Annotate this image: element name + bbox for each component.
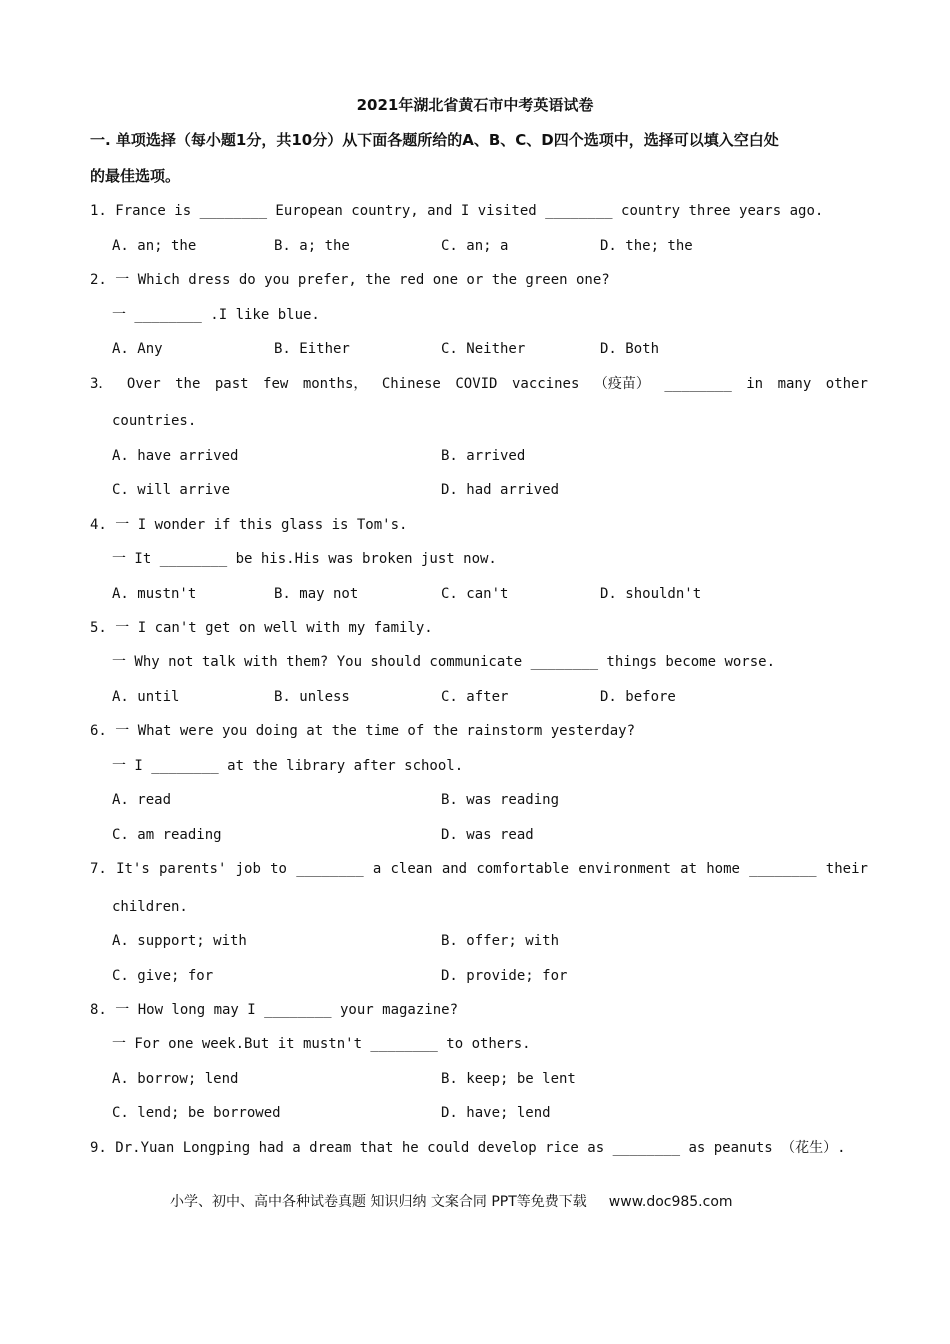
question-3 [90, 374, 868, 394]
q6-option-a: A. read [112, 792, 172, 808]
q3-word: Chinese [381, 376, 441, 392]
q3-option-b: B. arrived [441, 448, 526, 464]
q3-word: COVID [455, 376, 498, 392]
q6-option-b: B. was reading [441, 792, 560, 808]
q1-option-a: A. an; the [112, 238, 197, 254]
q7-word: a [372, 861, 382, 877]
q7-word: home [706, 861, 740, 877]
q3-option-d: D. had arrived [441, 482, 560, 498]
q7-word: to [270, 861, 287, 877]
q4-reply: 一 It ________ be his.His was broken just now. [112, 551, 497, 567]
q7-word: environment [578, 861, 671, 877]
q2-option-c: C. Neither [441, 341, 526, 357]
question-9: 9. Dr.Yuan Longping had a dream that he could develop rice as ________ as peanuts （花生）. [90, 1140, 846, 1156]
q8-option-b: B. keep; be lent [441, 1071, 576, 1087]
question-4: 4. 一 I wonder if this glass is Tom's. [90, 517, 408, 533]
q8-option-c: C. lend; be borrowed [112, 1105, 281, 1121]
q7-continuation: children. [112, 899, 188, 915]
q3-word: few [263, 376, 289, 392]
page-footer [170, 1191, 733, 1211]
q3-continuation: countries. [112, 413, 197, 429]
q1-option-b: B. a; the [274, 238, 350, 254]
q3-option-c: C. will arrive [112, 482, 231, 498]
q6-option-c: C. am reading [112, 827, 222, 843]
q3-word: 3． [90, 376, 113, 392]
q2-option-d: D. Both [600, 341, 660, 357]
q7-word: parents' [158, 861, 227, 877]
q3-option-a: A. have arrived [112, 448, 239, 464]
footer-url-link[interactable]: www.doc985.com [608, 1194, 733, 1210]
q8-option-a: A. borrow; lend [112, 1071, 239, 1087]
q7-blank: ________ [296, 861, 364, 877]
q3-blank: ________ [664, 376, 732, 392]
q8-reply: 一 For one week.But it mustn't ________ to others. [112, 1036, 531, 1052]
q7-word: their [825, 861, 868, 877]
question-2: 2. 一 Which dress do you prefer, the red one or the green one? [90, 272, 610, 288]
q3-word: past [214, 376, 249, 392]
q7-option-b: B. offer; with [441, 933, 560, 949]
q8-option-d: D. have; lend [441, 1105, 551, 1121]
q3-word: many [777, 376, 812, 392]
q1-option-d: D. the; the [600, 238, 693, 254]
q7-option-d: D. provide; for [441, 968, 568, 984]
q7-word: 7. [90, 861, 107, 877]
question-8: 8. 一 How long may I ________ your magazine? [90, 1002, 459, 1018]
q4-option-b: B. may not [274, 586, 359, 602]
q6-reply: 一 I ________ at the library after school. [112, 758, 464, 774]
footer-text: 小学、初中、高中各种试卷真题 知识归纳 文案合同 PPT等免费下载 [170, 1194, 587, 1210]
q3-word: the [175, 376, 201, 392]
q3-word: other [825, 376, 868, 392]
q7-word: job [235, 861, 261, 877]
q1-option-c: C. an; a [441, 238, 509, 254]
q7-option-a: A. support; with [112, 933, 247, 949]
question-1: 1. France is ________ European country, and I visited ________ country three years ago. [90, 203, 824, 219]
q7-word: It's [116, 861, 150, 877]
q7-option-c: C. give; for [112, 968, 214, 984]
q3-word: （疫苗） [593, 376, 650, 392]
q7-word: comfortable [476, 861, 570, 877]
q3-word: months， [302, 376, 368, 392]
q2-option-a: A. Any [112, 341, 163, 357]
q4-option-c: C. can't [441, 586, 509, 602]
q3-word: in [746, 376, 764, 392]
exam-title: 2021年湖北省黄石市中考英语试卷 [356, 96, 594, 114]
q5-option-c: C. after [441, 689, 509, 705]
q4-option-d: D. shouldn't [600, 586, 702, 602]
q4-option-a: A. mustn't [112, 586, 197, 602]
q7-word: and [441, 861, 468, 877]
q3-word: Over [126, 376, 161, 392]
q5-reply: 一 Why not talk with them? You should communicate ________ things become worse. [112, 654, 776, 670]
q6-option-d: D. was read [441, 827, 534, 843]
q5-option-b: B. unless [274, 689, 350, 705]
question-7 [90, 859, 868, 879]
question-5: 5. 一 I can't get on well with my family. [90, 620, 433, 636]
q7-word: clean [390, 861, 433, 877]
q7-blank: ________ [749, 861, 817, 877]
q2-reply: 一 ________ .I like blue. [112, 307, 320, 323]
question-6: 6. 一 What were you doing at the time of the rainstorm yesterday? [90, 723, 636, 739]
section-heading-line1: 一. 单项选择（每小题1分，共10分）从下面各题所给的A、B、C、D四个选项中，选择可以填入空白处 [90, 131, 779, 149]
q7-word: at [680, 861, 698, 877]
q2-option-b: B. Either [274, 341, 350, 357]
q5-option-d: D. before [600, 689, 676, 705]
section-heading-line2: 的最佳选项。 [90, 167, 181, 185]
q3-word: vaccines [511, 376, 580, 392]
q5-option-a: A. until [112, 689, 180, 705]
